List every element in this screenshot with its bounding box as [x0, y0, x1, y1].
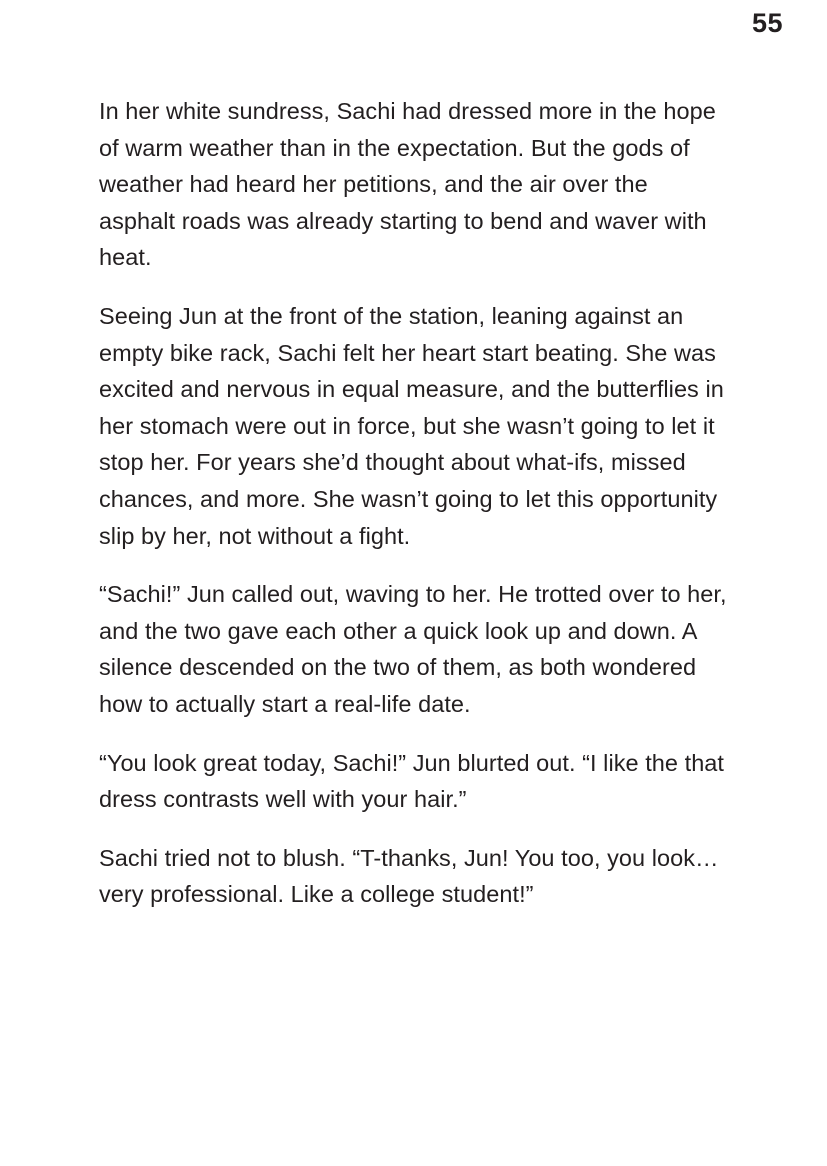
paragraph: “Sachi!” Jun called out, waving to her. He trotted over to her, and the two gave each other a quick look up and down. A silence descended on the two of them, as both wondered how to actually start a real-life date. — [99, 581, 727, 717]
paragraph: Seeing Jun at the front of the station, leaning against an empty bike rack, Sachi felt her heart start beating. She was excited and nervous in equal measure, and the butterflies in her stomach were out in force, but she wasn’t going to let it stop her. For years she’d thought about what-ifs, missed chances, and more. She wasn’t going to let this opportunity slip by her, not without a fight. — [99, 302, 724, 549]
page-body — [99, 93, 729, 913]
paragraph: Sachi tried not to blush. “T-thanks, Jun! You too, you look… very professional. Like a college student!” — [99, 844, 719, 908]
paragraph: “You look great today, Sachi!” Jun blurted out. “I like the that dress contrasts well with your hair.” — [99, 749, 725, 813]
page-number: 55 — [751, 8, 783, 38]
paragraph: In her white sundress, Sachi had dressed more in the hope of warm weather than in the expectation. But the gods of weather had heard her petitions, and the air over the asphalt roads was already starting to bend and waver with heat. — [99, 98, 716, 271]
